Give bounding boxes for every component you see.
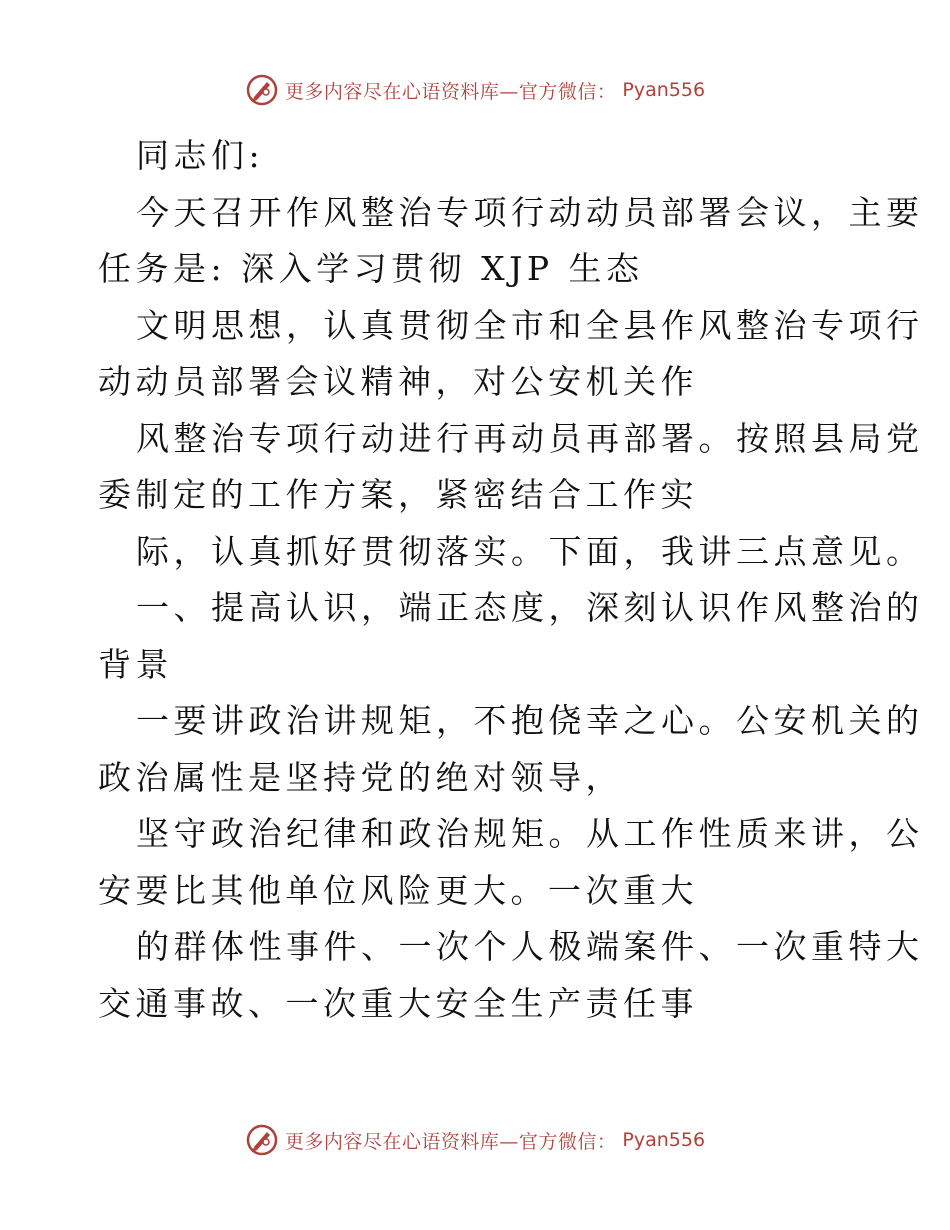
paragraph-line: 安要比其他单位风险更大。一次重大 (98, 870, 698, 910)
paragraph-line: 动动员部署会议精神，对公安机关作 (98, 362, 698, 401)
paragraph-line: 一要讲政治讲规矩，不抱侥幸之心。公安机关的 (136, 701, 924, 740)
salutation: 同志们: (136, 136, 265, 175)
paragraph-line: 际，认真抓好贯彻落实。下面，我讲三点意见。 (136, 531, 924, 571)
paragraph-line: 风整治专项行动进行再动员再部署。按照县局党 (136, 418, 924, 458)
watermark-text: 更多内容尽在心语资料库—官方微信： (284, 80, 617, 103)
watermark-wechat-id: Pyan556 (622, 79, 706, 101)
document-body (98, 128, 924, 1032)
watermark-text: 更多内容尽在心语资料库—官方微信： (284, 1130, 617, 1153)
paragraph-line: 交通事故、一次重大安全生产责任事 (98, 983, 698, 1023)
quill-pen-logo-icon (245, 73, 279, 107)
footer-watermark (0, 1120, 950, 1160)
paragraph-line: 文明思想，认真贯彻全市和全县作风整治专项行 (136, 305, 924, 345)
paragraph-line: 今天召开作风整治专项行动动员部署会议，主要 (136, 192, 924, 232)
paragraph-line: 坚守政治纪律和政治规矩。从工作性质来讲，公 (136, 814, 924, 853)
paragraph-line: 的群体性事件、一次个人极端案件、一次重特大 (136, 927, 924, 966)
section-heading: 背景 (98, 644, 173, 684)
paragraph-line: 任务是: 深入学习贯彻 XJP 生态 (98, 249, 644, 288)
watermark-wechat-id: Pyan556 (622, 1129, 706, 1151)
quill-pen-logo-icon (245, 1123, 279, 1157)
paragraph-line: 委制定的工作方案，紧密结合工作实 (98, 475, 698, 514)
header-watermark (0, 70, 950, 110)
section-heading: 一、提高认识，端正态度，深刻认识作风整治的 (136, 588, 924, 627)
paragraph-line: 政治属性是坚持党的绝对领导， (98, 757, 623, 797)
